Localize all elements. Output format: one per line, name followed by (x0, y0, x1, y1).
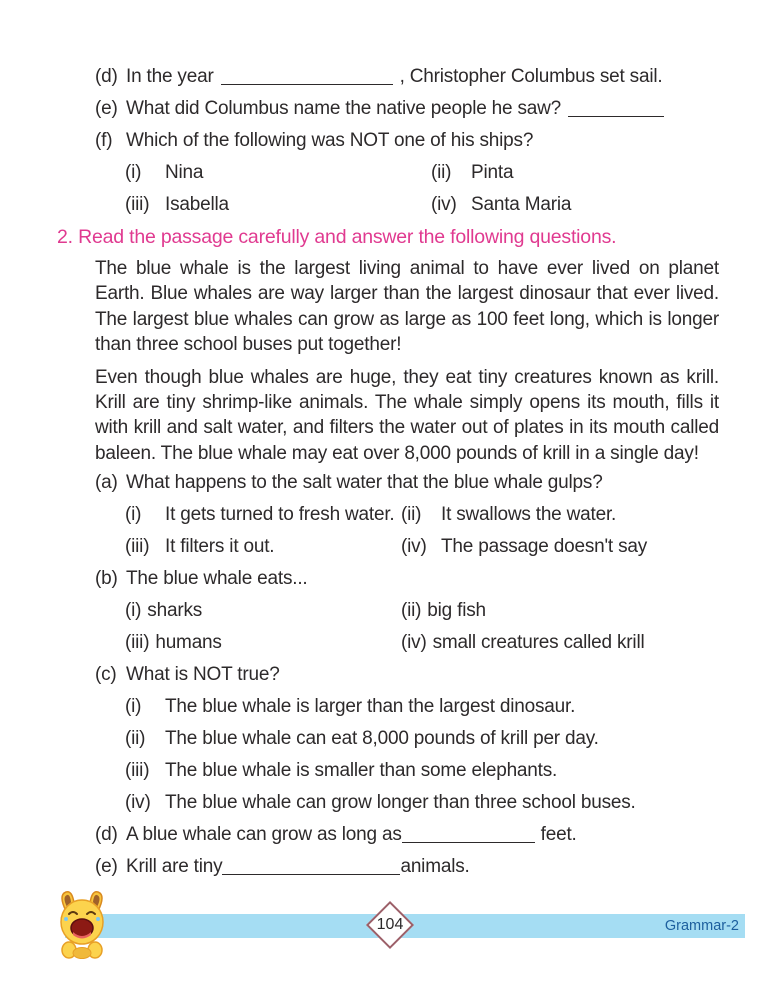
option-label: (iv) (431, 194, 457, 215)
option-label: (ii) (125, 728, 146, 750)
question-text (126, 856, 783, 878)
option-text: It swallows the water. (441, 504, 617, 526)
option-f-ii (431, 162, 513, 184)
option-row-c-3 (125, 760, 783, 782)
option-row-a-1 (125, 504, 783, 526)
option-row-b-1 (125, 600, 783, 622)
option-text: It gets turned to fresh water. (165, 504, 395, 526)
section-2-heading: 2. Read the passage carefully and answer the following questions. (57, 226, 617, 248)
option-c-iii (125, 760, 557, 782)
option-label: (iii) (125, 760, 150, 782)
option-a-i (125, 504, 401, 526)
blank-line (222, 860, 400, 875)
passage-paragraph-2: Even though blue whales are huge, they eat tiny creatures known as krill. Krill are tiny shrimp-like animals. The whale simply opens its mouth, fills it with krill and salt water, and filters the water out of plates in its mouth called baleen. The blue whale may eat over 8,000 pounds of krill in a single day! (95, 366, 719, 464)
question-2e (95, 856, 783, 878)
question-label: (f) (95, 130, 113, 151)
option-label: (ii) (401, 600, 422, 622)
option-row-c-2 (125, 728, 783, 750)
option-row-ships-2 (125, 194, 783, 216)
question-text-post: , Christopher Columbus set sail. (399, 66, 663, 87)
option-label: (i) (125, 504, 142, 526)
question-1e (95, 98, 783, 120)
option-text: sharks (147, 600, 203, 622)
option-text: Isabella (165, 194, 229, 215)
option-row-a-2 (125, 536, 783, 558)
question-label: (a) (95, 472, 118, 494)
option-label: (iii) (125, 194, 150, 215)
option-text: Santa Maria (471, 194, 572, 215)
question-text (126, 66, 783, 88)
option-label: (i) (125, 162, 142, 183)
question-2d (95, 824, 783, 846)
question-label: (b) (95, 568, 118, 590)
option-f-i (125, 162, 431, 184)
question-text: Which of the following was NOT one of his ships? (126, 130, 534, 151)
option-a-iv (401, 536, 647, 558)
option-row-c-1 (125, 696, 783, 718)
question-label: (d) (95, 824, 118, 846)
option-text: Pinta (471, 162, 514, 183)
option-b-iv (401, 632, 645, 654)
question-1f (95, 130, 783, 152)
question-2a (95, 472, 783, 494)
book-label: Grammar-2 (664, 918, 739, 934)
option-label: (i) (125, 696, 142, 718)
question-2c (95, 664, 783, 686)
option-row-ships-1 (125, 162, 783, 184)
option-label: (ii) (431, 162, 452, 183)
option-c-i (125, 696, 575, 718)
option-text: The blue whale is larger than the largest dinosaur. (165, 696, 576, 718)
question-text-post: feet. (540, 824, 577, 846)
question-text-pre: In the year (126, 66, 214, 87)
page-number-diamond (366, 901, 414, 949)
option-label: (iii) (125, 536, 150, 558)
option-text: big fish (427, 600, 486, 622)
question-text-post: animals. (400, 856, 470, 878)
question-label: (d) (95, 66, 118, 87)
option-f-iii (125, 194, 431, 216)
question-1d (95, 66, 783, 88)
option-label: (iii) (125, 632, 150, 654)
option-text: It filters it out. (165, 536, 275, 558)
question-text-pre: Krill are tiny (126, 856, 223, 878)
blank-line (568, 102, 664, 117)
question-2b (95, 568, 783, 590)
option-row-b-2 (125, 632, 783, 654)
question-text: What is NOT true? (126, 664, 280, 686)
option-text: Nina (165, 162, 204, 183)
passage-paragraph-1: The blue whale is the largest living animal to have ever lived on planet Earth. Blue whales are way larger than the largest dinosaur that ever lived. The largest blue whales can grow as large as 100 feet long, which is longer than three school buses put together! (95, 258, 719, 356)
option-text: The blue whale can eat 8,000 pounds of krill per day. (165, 728, 599, 750)
option-a-ii (401, 504, 616, 526)
option-c-ii (125, 728, 599, 750)
question-text: What happens to the salt water that the blue whale gulps? (126, 472, 603, 494)
blank-line (402, 828, 535, 843)
question-text-pre: A blue whale can grow as long as (126, 824, 402, 846)
page-number: 104 (376, 916, 404, 933)
option-label: (iv) (125, 792, 151, 814)
option-label: (iv) (401, 632, 427, 654)
option-label: (iv) (401, 536, 427, 558)
option-text: small creatures called krill (432, 632, 645, 654)
question-text-body: What did Columbus name the native people he saw? (126, 98, 562, 119)
option-text: The blue whale can grow longer than three school buses. (165, 792, 636, 814)
question-label: (c) (95, 664, 117, 686)
question-text (126, 98, 783, 120)
blank-line (221, 70, 393, 85)
option-b-ii (401, 600, 486, 622)
option-c-iv (125, 792, 636, 814)
option-f-iv (431, 194, 571, 216)
crying-puppy-mascot-icon (56, 889, 108, 959)
question-text: The blue whale eats... (126, 568, 308, 590)
option-label: (ii) (401, 504, 422, 526)
option-text: The passage doesn't say (441, 536, 648, 558)
question-label: (e) (95, 98, 118, 119)
option-text: humans (155, 632, 222, 654)
option-text: The blue whale is smaller than some elephants. (165, 760, 558, 782)
option-b-i (125, 600, 401, 622)
option-b-iii (125, 632, 401, 654)
option-a-iii (125, 536, 401, 558)
question-text (126, 824, 783, 846)
question-label: (e) (95, 856, 118, 878)
option-row-c-4 (125, 792, 783, 814)
option-label: (i) (125, 600, 142, 622)
